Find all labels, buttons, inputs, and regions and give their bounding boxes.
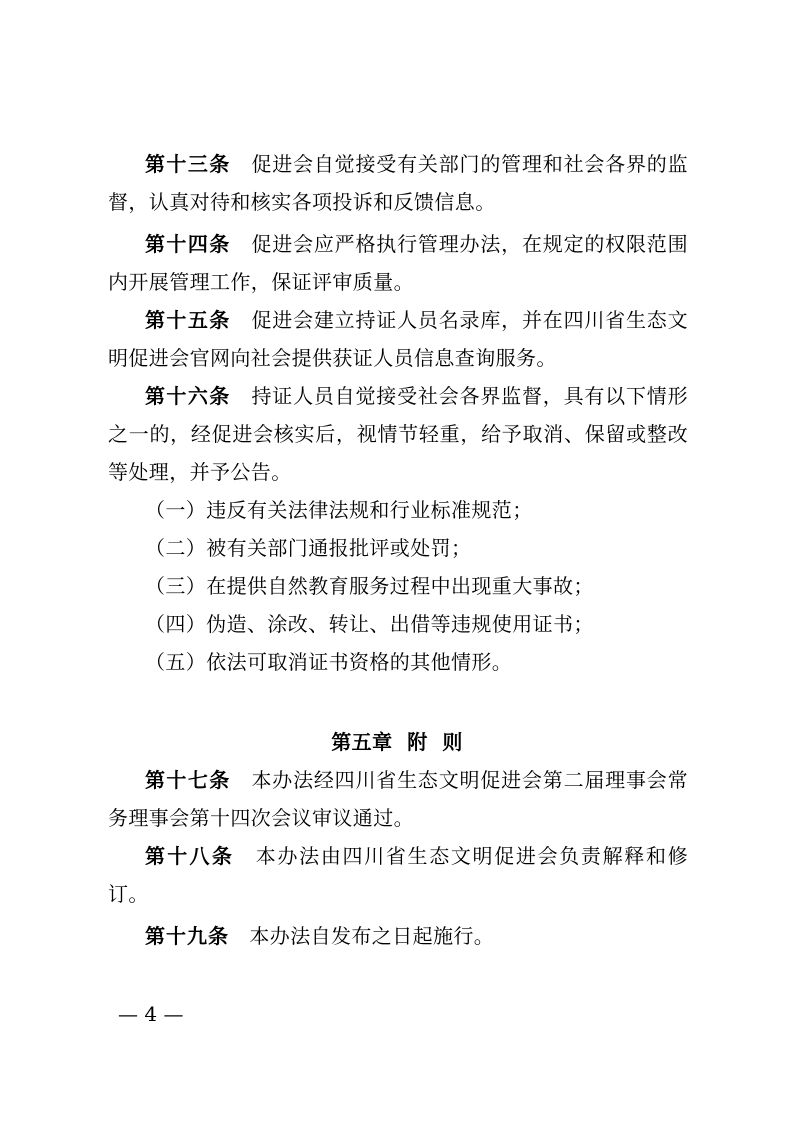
article-18-line-2: 订。 <box>108 882 149 906</box>
article-18-line-1 <box>145 842 688 870</box>
list-item: （二）被有关部门通报批评或处罚； <box>145 536 472 560</box>
article-13-text: 促进会自觉接受有关部门的管理和社会各界的监 <box>251 152 689 176</box>
article-15-label: 第十五条 <box>145 308 231 332</box>
page-number: — 4 — <box>118 1002 184 1026</box>
article-16-line-1 <box>145 382 688 410</box>
article-16-line-3: 等处理，并予公告。 <box>108 460 292 484</box>
article-16-line-2: 之一的，经促进会核实后，视情节轻重，给予取消、保留或整改 <box>108 422 688 446</box>
article-13-line-2: 督，认真对待和核实各项投诉和反馈信息。 <box>108 190 496 214</box>
article-14-text: 促进会应严格执行管理办法，在规定的权限范围 <box>251 232 689 256</box>
article-18-label: 第十八条 <box>145 844 235 868</box>
article-13-label: 第十三条 <box>145 152 231 176</box>
article-19-text: 本办法自发布之日起施行。 <box>249 924 495 948</box>
chapter-title: 第五章 附 则 <box>331 730 463 754</box>
article-17-text: 本办法经四川省生态文明促进会第二届理事会常 <box>251 768 689 792</box>
list-item: （三）在提供自然教育服务过程中出现重大事故； <box>145 574 594 598</box>
article-15-line-1 <box>145 306 688 334</box>
article-16-label: 第十六条 <box>145 384 231 408</box>
article-14-label: 第十四条 <box>145 232 231 256</box>
article-15-text: 促进会建立持证人员名录库，并在四川省生态文 <box>251 308 689 332</box>
article-17-label: 第十七条 <box>145 768 231 792</box>
article-18-text: 本办法由四川省生态文明促进会负责解释和修 <box>255 844 689 868</box>
article-19-line-1 <box>145 922 688 950</box>
article-14-line-1 <box>145 230 688 258</box>
article-15-line-2: 明促进会官网向社会提供获证人员信息查询服务。 <box>108 346 557 370</box>
article-17-line-2: 务理事会第十四次会议审议通过。 <box>108 806 414 830</box>
article-17-line-1 <box>145 766 688 794</box>
list-item: （四）伪造、涂改、转让、出借等违规使用证书； <box>145 612 594 636</box>
article-13-line-1 <box>145 150 688 178</box>
article-16-text: 持证人员自觉接受社会各界监督，具有以下情形 <box>251 384 689 408</box>
list-item: （五）依法可取消证书资格的其他情形。 <box>145 650 513 674</box>
list-item: （一）违反有关法律法规和行业标准规范； <box>145 498 533 522</box>
article-19-label: 第十九条 <box>145 924 229 948</box>
article-14-line-2: 内开展管理工作，保证评审质量。 <box>108 270 414 294</box>
